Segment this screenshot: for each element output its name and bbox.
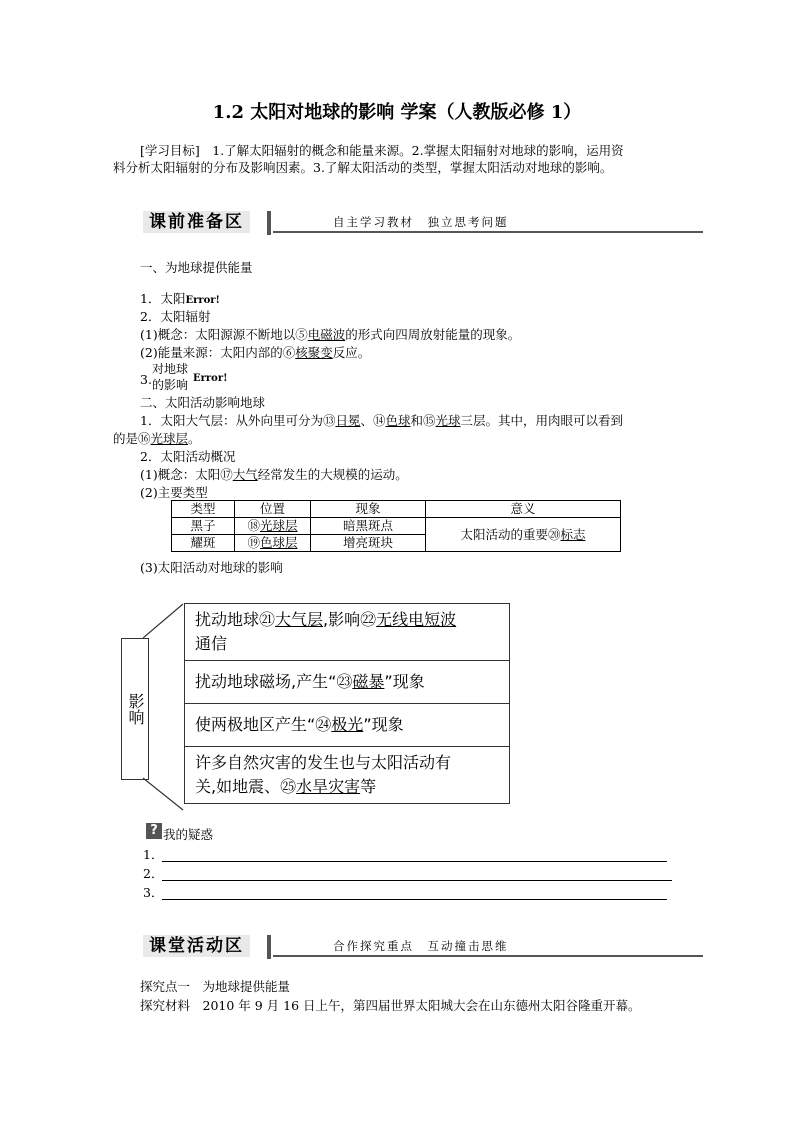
table-cell-position <box>235 518 311 535</box>
table-header-row <box>172 501 621 518</box>
table-cell-phenomenon: 暗黑斑点 <box>311 518 426 535</box>
table-cell-phenomenon: 增亮斑块 <box>311 535 426 552</box>
answer-22: 无线电短波 <box>376 610 457 629</box>
impact-text: 等 <box>360 777 377 796</box>
doubt-number-2: 2． <box>143 866 164 881</box>
meaning-text: 太阳活动的重要⑳ <box>460 526 561 542</box>
impact-text: ”现象 <box>363 715 404 734</box>
concept-text: (1)概念：太阳源源不断地以⑤ <box>140 327 308 342</box>
types-label: (2)主要类型 <box>140 485 208 500</box>
section-header-class <box>143 935 703 963</box>
answer-14: 色球 <box>385 413 411 428</box>
heading-part2: 二、太阳活动影响地球 <box>140 395 266 410</box>
atmosphere-sep: 、⑭ <box>360 413 386 428</box>
answer-5: 电磁波 <box>307 327 346 342</box>
answer-number: ⑱ <box>247 518 260 533</box>
section-title-prep: 课前准备区 <box>143 211 250 233</box>
effects-label: (3)太阳活动对地球的影响 <box>140 560 283 575</box>
answer-number: ⑲ <box>247 535 260 550</box>
impact-text: 关,如地震、㉕ <box>195 777 297 796</box>
impact-row-atmosphere <box>185 604 509 660</box>
impact-text: ,影响㉒ <box>323 610 377 629</box>
table-cell-position <box>235 535 311 552</box>
impact-text: 扰动地球磁场,产生“㉓ <box>195 672 353 691</box>
impact-text: 通信 <box>195 634 228 653</box>
answer-18: 光球层 <box>260 518 298 533</box>
inquiry-point: 探究点一 为地球提供能量 <box>140 979 291 994</box>
types-table <box>171 500 621 552</box>
answer-20: 标志 <box>560 526 586 542</box>
objectives-line-2: 料分析太阳辐射的分布及影响因素。3.了解太阳活动的类型，掌握太阳活动对地球的影响。 <box>113 160 613 175</box>
question-icon: ? <box>146 823 162 839</box>
item-1-text: 1．太阳 <box>140 291 186 306</box>
impact-row-disasters <box>185 746 509 803</box>
answer-15: 光球 <box>435 413 461 428</box>
energy-text-end: 反应。 <box>332 345 371 360</box>
atmosphere-text: 的是⑯ <box>113 431 151 446</box>
table-cell-type: 黑子 <box>172 518 235 535</box>
item-3-number: 3. <box>140 372 152 387</box>
doubt-number-1: 1． <box>143 847 164 862</box>
impact-connector <box>143 600 185 815</box>
concept-line <box>140 326 520 343</box>
doubts-label: 我的疑惑 <box>163 827 214 842</box>
section-divider <box>267 211 271 235</box>
section-divider <box>267 935 271 959</box>
answer-line-1[interactable] <box>162 860 667 862</box>
table-header: 现象 <box>311 501 426 518</box>
table-row <box>172 518 621 535</box>
section-rule <box>273 231 703 233</box>
answer-line-3[interactable] <box>162 898 667 900</box>
atmosphere-text-end: 三层。其中，用肉眼可以看到 <box>460 413 624 428</box>
impact-row-aurora <box>185 703 509 746</box>
overview-line: 2．太阳活动概况 <box>140 449 236 464</box>
answer-25: 水旱灾害 <box>296 777 361 796</box>
section-subtitle-class: 合作探究重点 互动撞击思维 <box>333 939 509 953</box>
table-header: 意义 <box>426 501 621 518</box>
impact-box <box>184 603 510 804</box>
item-1 <box>140 290 220 309</box>
impact-text: 扰动地球㉑ <box>195 610 276 629</box>
impact-text: 使两极地区产生“㉔ <box>195 715 332 734</box>
atmosphere-text: 1．太阳大气层：从外向里可分为⑬ <box>140 413 336 428</box>
answer-23: 磁暴 <box>352 672 385 691</box>
atmosphere-sep: 和⑮ <box>410 413 436 428</box>
answer-24: 极光 <box>331 715 364 734</box>
doubt-number-3: 3． <box>143 885 164 900</box>
table-header: 类型 <box>172 501 235 518</box>
section-rule <box>273 955 703 957</box>
impact-text: 许多自然灾害的发生也与太阳活动有 <box>195 753 452 772</box>
answer-17: 大气 <box>232 467 258 482</box>
activity-concept-line <box>140 466 408 483</box>
energy-line <box>140 344 370 361</box>
item-3-top: 对地球 <box>152 362 189 376</box>
table-header: 位置 <box>235 501 311 518</box>
impact-row-magnetic <box>185 660 509 703</box>
section-header-prep <box>143 211 703 239</box>
activity-text: (1)概念：太阳⑰ <box>140 467 233 482</box>
activity-text-end: 经常发生的大规模的运动。 <box>257 467 408 482</box>
table-cell-type: 耀斑 <box>172 535 235 552</box>
answer-19: 色球层 <box>260 535 298 550</box>
error-text: Error! <box>185 295 220 306</box>
answer-16: 光球层 <box>150 431 189 446</box>
answer-6: 核聚变 <box>295 345 333 360</box>
concept-text-end: 的形式向四周放射能量的现象。 <box>345 327 521 342</box>
inquiry-material: 探究材料 2010 年 9 月 16 日上午，第四届世界太阳城大会在山东德州太阳谷隆重开幕。 <box>140 998 641 1013</box>
section-subtitle-prep: 自主学习教材 独立思考问题 <box>333 215 509 229</box>
impact-text: ”现象 <box>384 672 425 691</box>
impact-side-label: 影响 <box>121 638 149 780</box>
page-title: 1.2 太阳对地球的影响 学案（人教版必修 1） <box>212 102 582 123</box>
answer-line-2[interactable] <box>162 879 672 881</box>
atmosphere-line-2 <box>113 430 201 447</box>
answer-13: 日冕 <box>335 413 361 428</box>
objectives-line-1: [学习目标] 1.了解太阳辐射的概念和能量来源。2.掌握太阳辐射对地球的影响，运用资 <box>140 143 624 158</box>
section-title-class: 课堂活动区 <box>143 935 250 957</box>
energy-text: (2)能量来源：太阳内部的⑥ <box>140 345 296 360</box>
atmosphere-text-end: 。 <box>188 431 201 446</box>
item-2: 2．太阳辐射 <box>140 309 211 324</box>
atmosphere-line <box>140 412 623 429</box>
item-3-bottom: 的影响 <box>152 378 189 392</box>
answer-21: 大气层 <box>275 610 324 629</box>
heading-part1: 一、为地球提供能量 <box>140 260 253 275</box>
error-text: Error! <box>193 373 228 384</box>
table-cell-meaning <box>426 518 621 552</box>
item-3 <box>140 360 260 394</box>
